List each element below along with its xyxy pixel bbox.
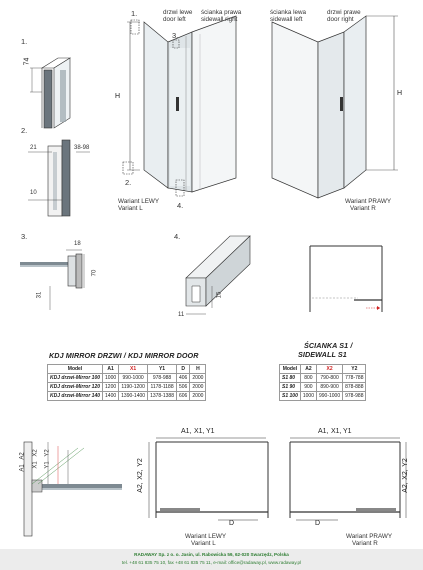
detail-4-dim-b: 11 [178, 312, 185, 318]
left-plan-variant-en: Variant L [191, 540, 216, 547]
right-plan-drawing [282, 436, 412, 526]
wall-table-title-line2: SIDEWALL S1 [298, 350, 347, 359]
wall-col-y2: Y2 [343, 365, 366, 374]
table-row: KDJ drzwi-Mirror 100 1000 990-1000 978-988 406 2000 [48, 374, 206, 383]
right-door-label-pl: drzwi prawe [327, 9, 361, 16]
right-cabin-view [262, 2, 412, 207]
wall-col-model: Model [280, 365, 301, 374]
detail-3-dim-b: 70 [91, 269, 98, 277]
detail-3-drawing [20, 240, 110, 315]
left-variant-en: Variant L [118, 205, 143, 212]
wall-col-x2: X2 [316, 365, 342, 374]
left-wall-label-pl: ścianka prawa [201, 9, 242, 16]
door-spec-table [47, 364, 206, 401]
corner-label-a1: A1 [19, 464, 26, 472]
left-plan-d: D [229, 520, 235, 527]
door-table-header-row [48, 365, 206, 374]
right-wall-label-pl: ścianka lewa [270, 9, 307, 16]
left-door-label-en: door left [163, 16, 186, 23]
left-plan-side-y2: Y2 [136, 458, 144, 467]
left-door-label-pl: drzwi lewe [163, 9, 193, 16]
left-callout-3: 3. [172, 31, 179, 40]
right-plan-top-y1: Y1 [343, 428, 352, 435]
corner-label-x2: X2 [32, 449, 39, 457]
door-col-y1: Y1 [148, 365, 177, 374]
detail-4-dim-a: 15 [216, 291, 223, 299]
door-col-x1: X1 [119, 365, 148, 374]
right-variant-en: Variant R [350, 205, 376, 212]
left-plan-variant-pl: Wariant LEWY [185, 533, 227, 540]
corner-label-x1: X1 [32, 461, 39, 469]
sliding-schematic [300, 242, 400, 322]
right-variant-pl: Wariant PRAWY [345, 198, 392, 205]
detail-3-number: 3. [21, 232, 28, 241]
detail-2-dim-a: 21 [30, 145, 37, 151]
detail-4-number: 4. [174, 232, 181, 241]
table-row: S1 100 1000 990-1000 978-988 [280, 392, 366, 401]
left-plan-top-a1: A1, [181, 428, 192, 435]
door-col-model: Model [48, 365, 103, 374]
detail-2-dim-c: 10 [30, 190, 37, 196]
detail-1-drawing [18, 48, 108, 128]
left-plan-top-x1: X1, [194, 428, 205, 435]
wall-spec-table [279, 364, 366, 401]
detail-1-dimension: 74 [23, 57, 31, 66]
wall-col-a2: A2 [300, 365, 316, 374]
detail-3-dim-a: 18 [74, 241, 81, 247]
corner-label-y2: Y2 [44, 449, 51, 457]
table-row: KDJ drzwi-Mirror 120 1200 1190-1200 1178-1188 506 2000 [48, 383, 206, 392]
right-plan-variant-en: Variant R [352, 540, 378, 547]
wall-table-title-line1: ŚCIANKA S1 / [304, 341, 353, 350]
left-wall-label-en: sidewall right [201, 16, 238, 23]
left-plan-drawing [146, 436, 276, 526]
left-callout-4: 4. [177, 201, 184, 210]
right-plan-top-a1: A1, [318, 428, 329, 435]
door-col-d: D [176, 365, 189, 374]
right-plan-d: D [315, 520, 321, 527]
left-callout-1: 1. [131, 9, 138, 18]
right-plan-side-y2: Y2 [401, 458, 409, 467]
footer-contact: tel. +48 61 835 75 10, fax +48 61 835 75 11, e-mail: office@radaway.pl, www.radaway.pl [121, 560, 302, 565]
table-row: KDJ drzwi-Mirror 140 1400 1390-1400 1378-1388 606 2000 [48, 392, 206, 401]
left-variant-pl: Wariant LEWY [118, 198, 160, 205]
right-height-mark: H [397, 90, 403, 97]
detail-2-dim-b: 38-98 [74, 145, 90, 151]
detail-4-drawing [166, 236, 266, 320]
wall-table-header-row [280, 365, 366, 374]
left-height-mark: H [115, 93, 121, 100]
footer-address: RADAWAY Sp. z o. o. Jasin, ul. Rabowicka 59, 62-020 Swarzędz, Polska [134, 552, 289, 557]
detail-1-number: 1. [21, 37, 28, 46]
right-wall-label-en: sidewall left [270, 16, 303, 23]
left-callout-2: 2. [125, 178, 132, 187]
right-plan-variant-pl: Wariant PRAWY [346, 533, 393, 540]
door-col-a1: A1 [103, 365, 119, 374]
left-plan-side-x2: X2, [136, 469, 144, 480]
corner-label-a2: A2 [19, 452, 26, 460]
left-plan-top-y1: Y1 [206, 428, 215, 435]
table-row: S1 80 800 790-800 778-788 [280, 374, 366, 383]
right-plan-side-x2: X2, [401, 469, 409, 480]
right-plan-side-a2: A2, [401, 482, 409, 493]
right-plan-top-x1: X1, [331, 428, 342, 435]
right-door-label-en: door right [327, 16, 354, 23]
door-col-h: H [190, 365, 206, 374]
door-table-title: KDJ MIRROR DRZWI / KDJ MIRROR DOOR [49, 351, 199, 360]
table-row: S1 90 900 890-900 878-888 [280, 383, 366, 392]
detail-2-number: 2. [21, 126, 28, 135]
left-plan-side-a2: A2, [136, 482, 144, 493]
detail-3-dim-c: 31 [36, 291, 43, 299]
corner-label-y1: Y1 [44, 461, 51, 469]
